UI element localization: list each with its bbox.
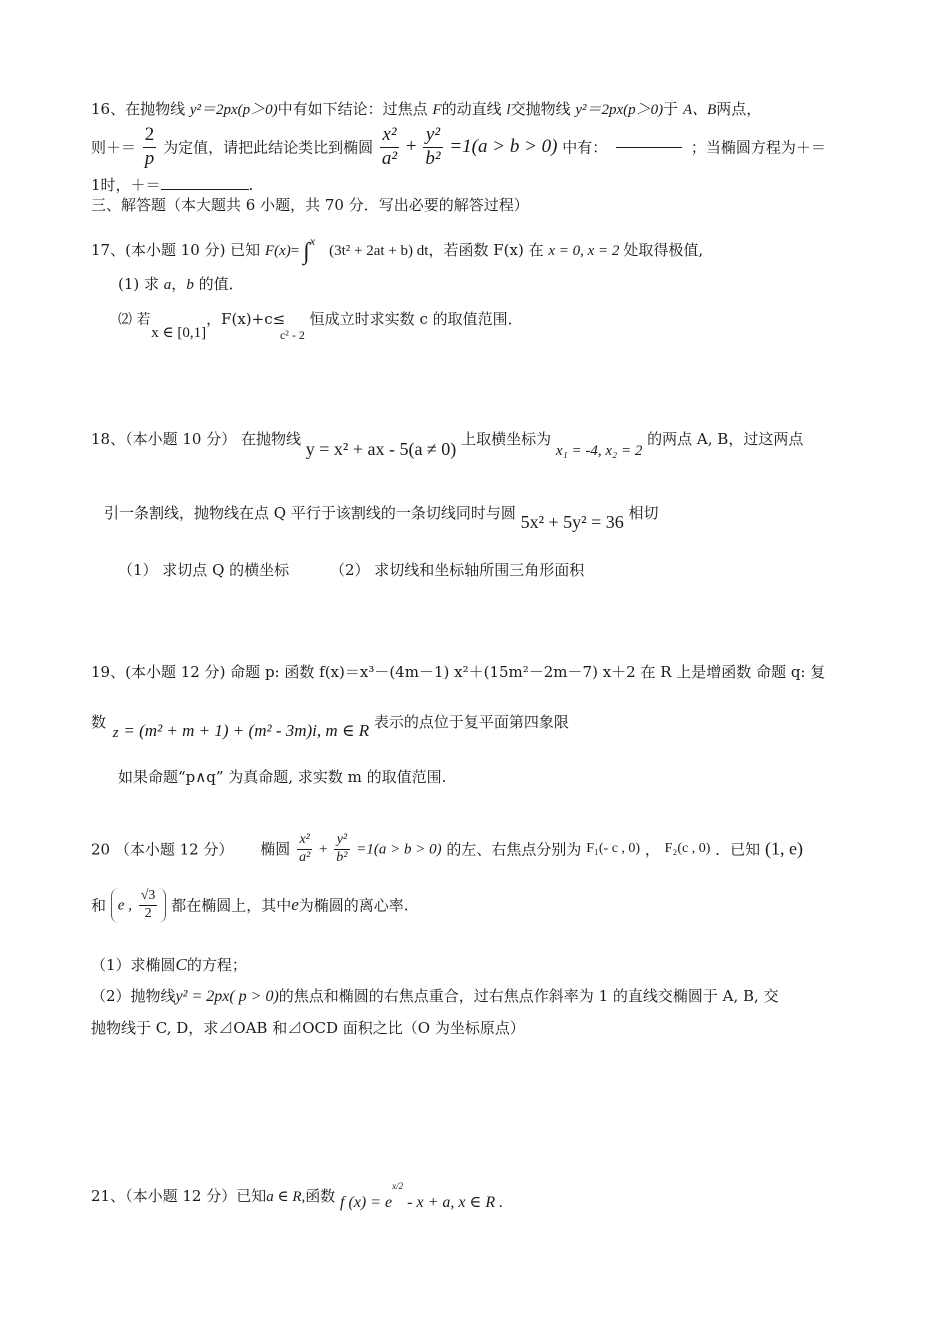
q16-text: ；当椭圆方程为＋＝ [690,138,826,157]
q21-exponent: x/2 [392,1181,404,1191]
q20-point-e-sqrt3-over-2: e , $\frac{√3}{2}$ [111,888,167,923]
q16-text: 的动直线 [441,100,507,118]
q21-function: f (x) = e [340,1194,393,1211]
q17-part2: ⑵ 若 x ∈ [0,1]，F(x)+c≤ $_{c^2 - 2}$ 恒成立时求实数 c 的取值范围． [118,310,523,342]
q16-ellipse-y-term: $\frac{\text{y²}}{\text{b²}}$ [425,124,441,169]
q16-line3: 1时，＋＝ . [91,176,254,194]
q16-answer-blank-2[interactable] [161,175,249,190]
q18-parts: （1） 求切点 Q 的横坐标 （2） 求切线和坐标轴所围三角形面积 [118,561,585,579]
q17-text: 处取得极值, [623,241,704,259]
q20-focus-F1: F₁(- c , 0) [586,840,641,856]
q20-line1: 20 （本小题 12 分） 椭圆 $\frac{\text{x²}}{\text{a²}}$ + $\frac{\text{y²}}{\text{b²}}$ =1(a > b > 0) 的左、右焦点分别为 F₁(- c , 0) ， F₂(c , 0) ．已知 (1, e) [91,832,803,865]
q16-text: 于 [663,100,683,118]
q18-parabola-eq: y = x² + ax - 5(a ≠ 0) [305,439,457,459]
q16-text: 两点， [716,100,762,118]
q19-line1: 19、(本小题 12 分) 命题 p: 函数 f(x)＝x³－(4m－1) x²＋(15m²－2m－7) x＋2 在 R 上是增函数 命题 q: 复 [91,663,826,681]
q19-line2: 数 z = (m² + m + 1) + (m² - 3m)i, m ∈ R 表示的点位于复平面第四象限 [91,713,569,741]
q19-complex-eq: = (m² + m + 1) + (m² - 3m)i, m ∈ R [123,721,370,740]
q20-part2: （2）抛物线y² = 2px( p > 0)的焦点和椭圆的右焦点重合，过右焦点作斜率为 1 的直线交椭圆于 A, B, 交 [91,987,779,1005]
q16-text: 中有： [562,138,608,157]
q16-line1 [91,100,761,119]
q20-ellipse-y-term: $\frac{\text{y²}}{\text{b²}}$ [336,832,348,865]
q16-text: 16、在抛物线 [91,100,190,118]
q16-ellipse-x-term: $\frac{\text{x²}}{\text{a²}}$ [381,124,398,169]
q16-text: 中有如下结论：过焦点 [277,100,433,118]
q18-line1: 18、（本小题 10 分） 在抛物线 y = x² + ax - 5(a ≠ 0) 上取横坐标为 x₁ = -4, x₂ = 2 的两点 A, B，过这两点 [91,430,804,459]
q17-line1: 17、(本小题 10 分) 已知 F(x)= ∫$^x$(3t² + 2at + b) dt，若函数 F(x) 在 x = 0, x = 2 处取得极值, [91,234,704,265]
q16-answer-blank-1[interactable] [616,147,682,148]
q16-text: 则＋＝ [91,138,137,157]
q16-ellipse-eq: =1(a > b > 0) [449,135,558,157]
q16-text: 1时，＋＝ [91,176,161,194]
q16-line2: 则＋＝ $\frac{2}{p}$ 为定值，请把此结论类比到椭圆 $\frac{\text{x²}}{\text{a²}}$ + $\frac{\text{y²}}{\text{b²}}$ =1(a > b > 0) 中有： ；当椭圆方程为＋＝ [91,124,826,169]
q16-text: 交抛物线 [510,100,576,118]
q17-text: 17、(本小题 10 分) 已知 [91,241,265,259]
q20-line2: 和 e , $\frac{√3}{2}$ 都在椭圆上，其中e为椭圆的离心率. [91,888,409,921]
q16-fraction-2-over-p: $\frac{2}{p}$ [144,124,155,169]
q17-integrand: (3t² + 2at + b) dt [329,243,429,259]
q18-x-values: x₁ = -4, x₂ = 2 [555,443,643,459]
q17-text: ，若函数 F(x) 在 [428,241,549,259]
q16-points-AB: A、B [682,102,717,118]
q20-parabola-eq: y² = 2px( p > 0) [175,988,279,1005]
q17-integral: ∫ [303,239,310,265]
q18-line2: 引一条割线，抛物线在点 Q 平行于该割线的一条切线同时与圆 5x² + 5y² = 36 相切 [104,504,659,532]
q16-focus-F: F [432,102,442,118]
q19-line3: 如果命题“p∧q” 为真命题, 求实数 m 的取值范围. [118,768,447,786]
q17-part1: (1) 求 a，b 的值． [118,275,244,293]
q16-parabola-eq: y²＝2px(p＞0) [189,102,278,118]
q16-text: 为定值，请把此结论类比到椭圆 [163,138,374,157]
q16-line-l: l [506,102,511,118]
q20-point-1-e: (1, e) [764,838,803,859]
q20-part2-cont: 抛物线于 C, D，求⊿OAB 和⊿OCD 面积之比（O 为坐标原点） [91,1019,525,1037]
q21-line1: 21、（本小题 12 分）已知a ∈ R,函数 f $(x) = e^{x/2} - x + a$, x ∈ R . [91,1181,504,1211]
q20-ellipse-x-term: $\frac{\text{x²}}{\text{a²}}$ [299,832,311,865]
q16-parabola-eq: y²＝2px(p＞0) [575,102,664,118]
q20-focus-F2: F₂(c , 0) [664,840,711,856]
section-title: 三、解答题（本大题共 6 小题，共 70 分．写出必要的解答过程） [91,196,529,214]
q18-circle-eq: 5x² + 5y² = 36 [520,512,624,532]
q20-part1: （1）求椭圆C的方程； [91,955,247,974]
